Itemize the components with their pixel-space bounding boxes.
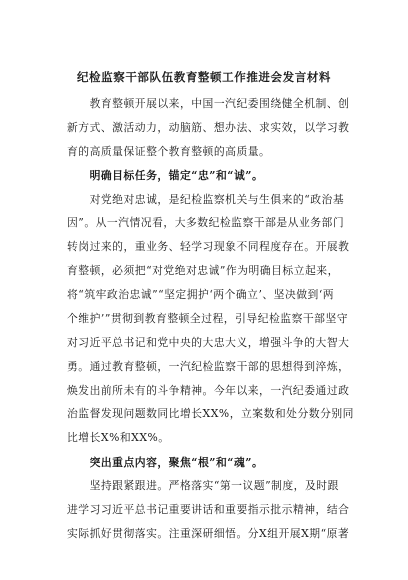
section-heading: 突出重点内容，聚焦“根”和“魂”。 [67, 456, 264, 469]
body-line: 转岗过来的，重业务、轻学习现象不同程度存在。开展教 [67, 240, 350, 253]
body-line: 勇。通过教育整顿，一汽纪检监察干部的思想得到淬炼， [67, 360, 350, 373]
section-heading: 明确目标任务，锚定“忠”和“诚”。 [67, 169, 264, 182]
body-line: 焕发出前所未有的斗争精神。今年以来，一汽纪委通过政 [67, 384, 350, 397]
body-line: 因”。从一汽情况看，大多数纪检监察干部是从业务部门 [67, 216, 345, 229]
body-line: 治监督发现问题数同比增长XX%，立案数和处分数分别同 [67, 407, 354, 420]
body-line: 对习近平总书记和党中央的大忠大义，增强斗争的大智大 [67, 336, 350, 349]
body-line: 将“筑牢政治忠诚”“坚定拥护‘两个确立’、坚决做到‘两 [67, 288, 335, 301]
body-line: 比增长X%和XX%。 [67, 431, 170, 444]
body-line: 教育整顿开展以来，中国一汽纪委围绕健全机制、创 [67, 97, 350, 110]
body-line: 新方式、激活动力，动脑筋、想办法、求实效，以学习教 [67, 121, 350, 134]
body-line: 个维护’”贯彻到教育整顿全过程，引导纪检监察干部坚守 [67, 312, 349, 325]
body-line: 实际抓好贯彻落实。注重深研细悟。分X组开展X期“原著 [67, 527, 350, 540]
body-line: 坚持跟紧跟进。严格落实“第一议题”制度，及时跟 [67, 479, 339, 492]
body-line: 育整顿，必须把“对党绝对忠诚”作为明确目标立起来， [67, 264, 339, 277]
body-line: 育的高质量保证整个教育整顿的高质量。 [67, 145, 271, 158]
body-line: 进学习习近平总书记重要讲话和重要指示批示精神，结合 [67, 503, 350, 516]
document-title: 纪检监察干部队伍教育整顿工作推进会发言材料 [76, 70, 332, 84]
body-line: 对党绝对忠诚，是纪检监察机关与生俱来的“政治基 [67, 193, 345, 206]
